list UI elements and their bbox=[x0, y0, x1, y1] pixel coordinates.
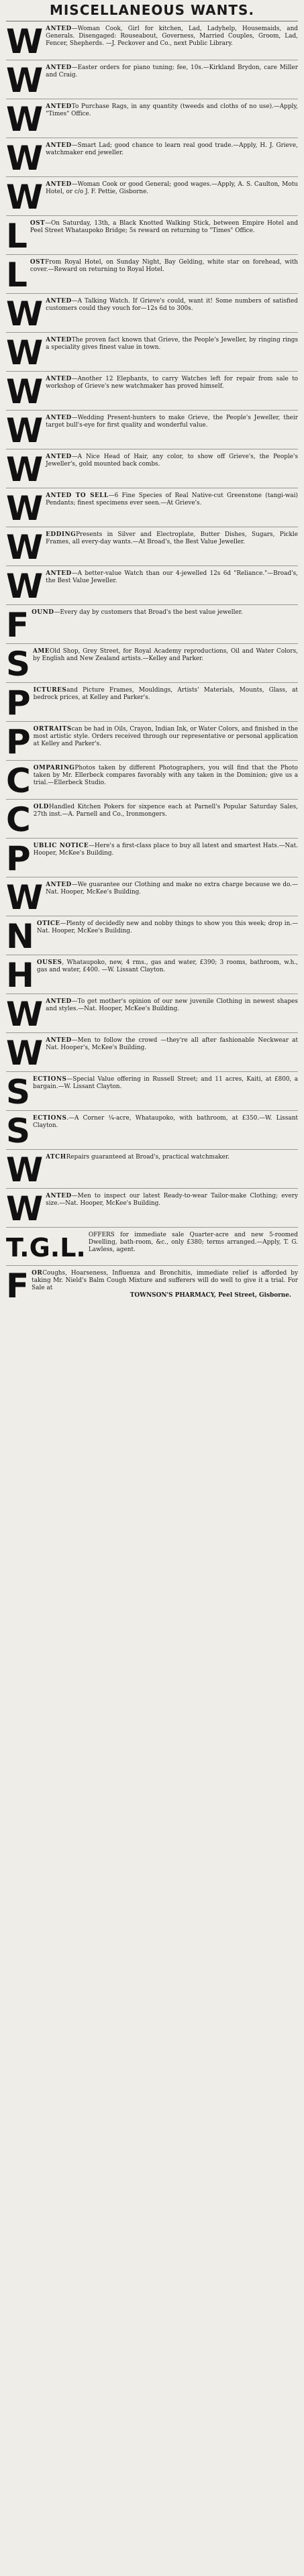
classified-ad bbox=[6, 760, 298, 799]
ad-lead-word: AME bbox=[33, 648, 50, 655]
ad-body-text: —Woman Cook or good General; good wages.—Apply, A. S. Caulton, Motu Hotel, or c/o J. F. Pettie, Gisborne. bbox=[46, 181, 298, 195]
ad-body-text: —Here's a first-class place to buy all latest and smartest Hats.—Nat. Hooper, McKee's Building. bbox=[33, 843, 298, 857]
classified-ad bbox=[6, 1265, 298, 1304]
ad-body-text: —A Nice Head of Hair, any color, to show off Grieve's, the People's Jeweller's, gold mounted back combs. bbox=[46, 453, 298, 468]
ad-body-text: —Plenty of decidedly new and nobby things to show you this week; drop in.—Nat. Hooper, McKee's Building. bbox=[36, 920, 298, 934]
classified-ad bbox=[6, 838, 298, 877]
ad-body-text: —A Talking Watch. If Grieve's could, want it! Some numbers of satisfied customers could they vouch for—12s 6d to 300s. bbox=[46, 298, 298, 312]
ad-drop-cap: W bbox=[6, 528, 44, 566]
classified-ad bbox=[6, 682, 298, 721]
ad-body-text: —6 Fine Species of Real Native-cut Greenstone (tangi-wai) Pendants; finest specimens ever seen.—At Grieve's. bbox=[46, 492, 298, 506]
ad-body-text: —Special Value offering in Russell Street; and 11 acres, Kaiti, at £800, a bargain.—W. Lissant Clayton. bbox=[33, 1076, 298, 1090]
ad-lead-word: ANTED bbox=[46, 1037, 72, 1044]
ad-body-text: .—A Corner ¼-acre, Whataupoko, with bathroom, at £350.—W. Lissant Clayton. bbox=[33, 1115, 298, 1129]
classified-ad bbox=[6, 721, 298, 760]
ad-body-text: , Whataupoko, new, 4 rms., gas and water, £390; 3 rooms, bathroom, w.h., gas and water, £400. —W. Lissant Clayton. bbox=[36, 959, 298, 973]
classified-ad bbox=[6, 1149, 298, 1188]
classified-ad bbox=[6, 449, 298, 488]
ad-lead-word: ANTED bbox=[46, 298, 72, 305]
classified-ad bbox=[6, 293, 298, 332]
ad-body-text: Photos taken by different Photographers, you will find that the Photo taken by Mr. Ellerbeck compares favorably with any taken in the Dominion; give us a trial.—Ellerbeck Studio. bbox=[33, 765, 298, 786]
ad-lead-word: ANTED bbox=[46, 25, 72, 32]
ad-lead-word: ATCH bbox=[46, 1154, 66, 1161]
ad-drop-cap: H bbox=[6, 956, 34, 994]
ad-lead-word: ANTED bbox=[46, 337, 72, 343]
ad-lead-word: OUND bbox=[32, 609, 54, 616]
classified-ad bbox=[6, 21, 298, 60]
ad-drop-cap: W bbox=[6, 372, 44, 410]
ad-lead-word: OST bbox=[30, 259, 46, 266]
ad-drop-cap: W bbox=[6, 567, 44, 604]
ad-lead-word: OR bbox=[32, 1270, 43, 1277]
ad-lead-word: ANTED bbox=[46, 881, 72, 888]
ad-lead-word: ORTRAITS bbox=[33, 726, 72, 733]
classified-ad bbox=[6, 994, 298, 1032]
ad-lead-word: UBLIC NOTICE bbox=[33, 843, 89, 849]
ad-drop-cap: W bbox=[6, 22, 44, 60]
classified-ad bbox=[6, 176, 298, 215]
ad-drop-cap: W bbox=[6, 1150, 44, 1188]
ad-body-text: Repairs guaranteed at Broad's, practical watchmaker. bbox=[66, 1154, 230, 1161]
classified-ads-list bbox=[6, 21, 298, 1304]
ad-body-text: and Picture Frames, Mouldings, Artists' Materials, Mounts, Glass, at bedrock prices, at Kelley and Parker's. bbox=[33, 687, 298, 701]
classified-ad bbox=[6, 566, 298, 604]
ad-drop-cap: P bbox=[6, 839, 31, 877]
ad-body-text: To Purchase Rags, in any quantity (tweeds and cloths of no use).—Apply, "Times" Office. bbox=[46, 103, 298, 117]
ad-lead-word: OTICE bbox=[36, 920, 60, 927]
ad-body-text: OFFERS for immediate sale Quarter-acre and new 5-roomed Dwelling, bath-room, &c., only £380; terms arranged.—Apply, T. G. Lawless, agent. bbox=[88, 1232, 298, 1253]
ad-body-text: —Another 12 Elephants, to carry Watches left for repair from sale to workshop of Grieve's new watchmaker has proved himself. bbox=[46, 376, 298, 390]
classified-ad bbox=[6, 99, 298, 138]
ad-drop-cap: F bbox=[6, 1267, 30, 1304]
ad-drop-cap: N bbox=[6, 917, 34, 955]
classified-ad bbox=[6, 799, 298, 838]
ad-drop-cap: W bbox=[6, 100, 44, 138]
ad-lead-word: OUSES bbox=[36, 959, 62, 966]
ad-body-text: Coughs, Hoarseness, Influenza and Bronchitis, immediate relief is afforded by taking Mr. Nield's Balm Cough Mixture and sufferers will do well to give it a trial. For Sale at bbox=[32, 1270, 298, 1291]
ad-drop-cap: L bbox=[6, 217, 28, 254]
ad-drop-cap: T.G.L. bbox=[6, 1233, 86, 1263]
ad-body-text: —Smart Lad; good chance to learn real good trade.—Apply, H. J. Grieve, watchmaker end jeweller. bbox=[46, 142, 298, 156]
ad-lead-word: ANTED bbox=[46, 998, 72, 1005]
ad-drop-cap: W bbox=[6, 61, 44, 99]
classified-ad bbox=[6, 643, 298, 682]
classified-ad bbox=[6, 955, 298, 994]
ad-drop-cap: C bbox=[6, 800, 31, 838]
ad-drop-cap: W bbox=[6, 333, 44, 371]
classified-ad bbox=[6, 332, 298, 371]
classified-ad bbox=[6, 604, 298, 643]
classified-ad bbox=[6, 1188, 298, 1227]
ad-body-text: From Royal Hotel, on Sunday Night, Bay Gelding, white star on forehead, with cover.—Reward on returning to Royal Hotel. bbox=[30, 259, 298, 273]
ad-body-text: —On Saturday, 13th, a Black Knotted Walking Stick, between Empire Hotel and Peel Street Whataupoko Bridge; 5s reward on returning to "Times" Office. bbox=[30, 220, 298, 234]
ad-lead-word: ANTED bbox=[46, 1193, 72, 1199]
classified-ad bbox=[6, 916, 298, 955]
classified-ad bbox=[6, 527, 298, 566]
ad-drop-cap: W bbox=[6, 1189, 44, 1227]
ad-drop-cap: L bbox=[6, 256, 28, 293]
ad-drop-cap: W bbox=[6, 489, 44, 527]
ad-lead-word: ANTED TO SELL bbox=[46, 492, 109, 499]
classified-ad bbox=[6, 410, 298, 449]
ad-drop-cap: P bbox=[6, 684, 31, 721]
classified-ad bbox=[6, 488, 298, 527]
ad-body-text: —Easter orders for piano tuning; fee, 10s.—Kirkland Brydon, care Miller and Craig. bbox=[46, 64, 298, 78]
ad-body-text: —Wedding Present-hunters to make Grieve, the People's Jeweller, their target bull's-eye for first quality and wonderful value. bbox=[46, 415, 298, 429]
ad-body-text: Presents in Silver and Electroplate, Butter Dishes, Sugars, Pickle Frames, all every-day wants.—At Broad's, the Best Value Jeweller. bbox=[46, 531, 298, 545]
classified-ad bbox=[6, 60, 298, 99]
ad-drop-cap: P bbox=[6, 722, 31, 760]
ad-drop-cap: S bbox=[6, 1073, 31, 1110]
ad-body-text: —A better-value Watch than our 4-jewelled 12s 6d "Reliance."—Broad's, the Best Value Jeweller. bbox=[46, 570, 298, 584]
ad-lead-word: ANTED bbox=[46, 570, 72, 577]
section-heading: MISCELLANEOUS WANTS. bbox=[49, 2, 255, 18]
ad-signature: TOWNSON'S PHARMACY, Peel Street, Gisborne. bbox=[130, 1291, 291, 1299]
ad-drop-cap: W bbox=[6, 178, 44, 215]
ad-drop-cap: S bbox=[6, 645, 31, 682]
ad-drop-cap: C bbox=[6, 761, 31, 799]
classified-ad bbox=[6, 215, 298, 254]
classified-ad bbox=[6, 371, 298, 410]
ad-body-text: Handled Kitchen Pokers for sixpence each at Parnell's Popular Saturday Sales, 27th inst.—A. Parnell and Co., Ironmongers. bbox=[33, 804, 298, 818]
ad-body-text: —We guarantee our Clothing and make no extra charge because we do.—Nat. Hooper, McKee's Building. bbox=[46, 881, 298, 896]
ad-lead-word: ANTED bbox=[46, 181, 72, 188]
ad-body-text: —Men to follow the crowd —they're all after fashionable Neckwear at Nat. Hooper's, McKee's Building. bbox=[46, 1037, 298, 1051]
ad-drop-cap: F bbox=[6, 606, 30, 643]
ad-lead-word: ECTIONS bbox=[33, 1076, 67, 1083]
ad-body-text: —Woman Cook, Girl for kitchen, Lad, Ladyhelp, Housemaids, and Generals. Disengaged: Rouseabout, Governess, Married Couples, Groom, Lad, Fencer, Shepherds. —J. Peckover and Co., next Public Library. bbox=[46, 25, 298, 47]
classified-ad bbox=[6, 1032, 298, 1071]
ad-lead-word: ANTED bbox=[46, 453, 72, 460]
ad-body-text: The proven fact known that Grieve, the People's Jeweller, by ringing rings a speciality gives finest value in town. bbox=[46, 337, 298, 351]
ad-lead-word: ICTURES bbox=[33, 687, 67, 694]
ad-drop-cap: W bbox=[6, 450, 44, 488]
ad-body-text: Old Shop, Grey Street, for Royal Academy reproductions, Oil and Water Colors, by English and New Zealand artists.—Kelley and Parker. bbox=[33, 648, 298, 662]
classified-ad bbox=[6, 1071, 298, 1110]
ad-drop-cap: S bbox=[6, 1112, 31, 1149]
ad-body-text: —To get mother's opinion of our new juvenile Clothing in newest shapes and styles.—Nat. Hooper, McKee's Building. bbox=[46, 998, 298, 1012]
ad-drop-cap: W bbox=[6, 878, 44, 916]
ad-body-text: can be had in Oils, Crayon, Indian Ink, or Water Colors, and finished in the most artistic style. Orders received through our representative or personal application at Kelley and Parker's. bbox=[33, 726, 298, 747]
ad-drop-cap: W bbox=[6, 411, 44, 449]
ad-lead-word: ANTED bbox=[46, 103, 72, 110]
classified-ad bbox=[6, 254, 298, 293]
ad-body-text: —Men to inspect our latest Ready-to-wear Tailor-make Clothing; every size.—Nat. Hooper, McKee's Building. bbox=[46, 1193, 298, 1207]
classified-ad bbox=[6, 877, 298, 916]
ad-lead-word: ANTED bbox=[46, 142, 72, 149]
ad-lead-word: ANTED bbox=[46, 64, 72, 71]
ad-body-text: —Every day by customers that Broad's the best value jeweller. bbox=[54, 609, 243, 616]
ad-drop-cap: W bbox=[6, 294, 44, 332]
ad-lead-word: ECTIONS bbox=[33, 1115, 67, 1122]
ad-drop-cap: W bbox=[6, 1034, 44, 1071]
ad-lead-word: ANTED bbox=[46, 415, 72, 421]
ad-lead-word: OLD bbox=[33, 804, 49, 810]
ad-lead-word: ANTED bbox=[46, 376, 72, 382]
classified-ad bbox=[6, 1110, 298, 1149]
ad-lead-word: OST bbox=[30, 220, 46, 227]
classified-ad bbox=[6, 138, 298, 176]
classified-ad bbox=[6, 1227, 298, 1265]
ad-lead-word: EDDING bbox=[46, 531, 77, 538]
ad-drop-cap: W bbox=[6, 139, 44, 176]
ad-lead-word: OMPARING bbox=[33, 765, 75, 771]
ad-drop-cap: W bbox=[6, 995, 44, 1032]
